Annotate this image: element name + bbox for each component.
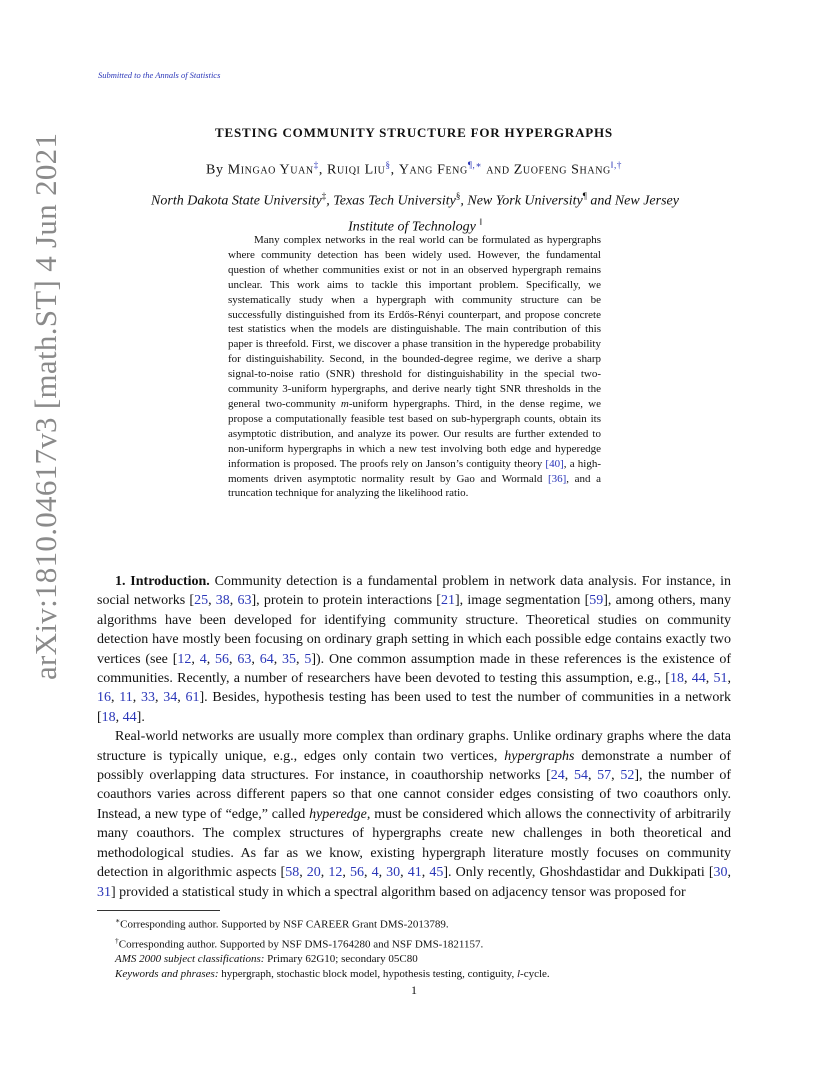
keywords-text: hypergraph, stochastic block model, hypothesis testing, contiguity, [218,968,517,981]
intro-paragraph-2 [97,727,731,902]
citation-link[interactable]: 4 [199,651,207,667]
citation-link[interactable]: 24 [550,768,565,784]
citation-link[interactable]: [36] [547,472,567,485]
intro-p1-body [97,574,731,725]
affil-njit-2: Institute of Technology [348,219,476,235]
body-text: ]. Besides, hypothesis testing has been used to test the number of communities in a network [ [97,690,732,725]
body-text: , must be considered which allows the connectivity of arbitrarily many coauthors. The complex structures of hypergraphs create new challenges in both theoretical and methodological studies. As far as we know, existing hypergraph literature mostly focuses on community detection in algorithmic aspects [ [97,806,731,881]
citation-link[interactable]: 4 [371,865,379,881]
body-text: ], the number of coauthors varies across different papers so that one cannot consider edges consisting of two coauthors only. Instead, a new type of “edge,” called [97,768,732,822]
submitted-note[interactable]: Submitted to the Annals of Statistics [98,70,221,80]
citation-link[interactable]: 25 [194,593,209,609]
emphasis-term: hyperedge [309,806,367,822]
body-text: , [206,651,216,667]
affil-njit-mark: ‖ [479,216,482,227]
introduction-section [97,572,731,902]
affil-and: and [590,193,612,209]
citation-link[interactable]: [40] [545,457,564,470]
intro-paragraph-1 [97,572,731,727]
author-shang-mark[interactable]: ‖,† [610,160,622,170]
emphasis-term: hypergraphs [504,748,575,764]
citation-link[interactable]: 56 [215,651,230,667]
author-yuan: Mingao Yuan [227,162,314,178]
citation-link[interactable]: 20 [306,865,321,881]
body-text: , [421,865,430,881]
body-text: , [611,768,621,784]
citation-link[interactable]: 12 [177,651,192,667]
citation-link[interactable]: 35 [282,651,297,667]
body-text: , [177,690,186,706]
body-text: ]). One common assumption made in these references is the existence of communities. Recently, a number of researchers have been devoted to testing this assumption, e.g., [ [97,651,732,687]
citation-link[interactable]: 12 [328,865,343,881]
section-heading: 1. Introduction. [115,574,210,589]
ams-text: Primary 62G10; secondary 05C80 [264,953,418,966]
citation-link[interactable]: 31 [97,884,111,900]
citation-link[interactable]: 63 [237,593,252,609]
citation-link[interactable]: 5 [304,651,312,667]
body-text: , [251,651,260,667]
body-text: , [154,690,164,706]
affil-njit-1: New Jersey [614,193,679,209]
body-text: , [683,671,692,687]
body-text: , [378,865,387,881]
intro-p2-body [97,729,731,899]
abstract-text-2: -uniform hypergraphs. Third, in the dense regime, we propose a computationally feasible test based on sub-hypergraph counts, obtain its asymptotic distribution, and analyze its power. Our results are further extended to non-uniform hypergraphs in which a new test involving both edge and hyperedge information is proposed. The proofs rely on Janson’s contiguity theory [228,397,602,470]
body-text: , [229,651,238,667]
body-text: , [587,768,598,784]
body-text: , [229,593,238,609]
abstract-text-4: , and a truncation technique for analyzing the likelihood ratio. [228,472,601,500]
citation-link[interactable]: 63 [237,651,252,667]
body-text: ] provided a statistical study in which a spectral algorithm based on adjacency tensor was proposed for [111,884,686,900]
citation-link[interactable]: 34 [163,690,178,706]
citation-link[interactable]: 56 [349,865,364,881]
citation-link[interactable]: 18 [101,709,116,725]
citation-link[interactable]: 61 [185,690,200,706]
abstract-m: m [340,397,349,410]
abstract-text-3: , a high-moments driven asymptotic normality result by Gao and Wormald [228,457,601,485]
body-text: , [342,865,350,881]
author-feng-mark[interactable]: ¶,∗ [467,160,483,170]
citation-link[interactable]: 11 [119,690,133,706]
citation-link[interactable]: 52 [620,768,635,784]
body-text: , [273,651,283,667]
body-text: , [111,690,120,706]
author-liu: Ruiqi Liu [327,162,386,178]
keywords-l: l [516,968,521,981]
body-text: , [296,651,305,667]
citation-link[interactable]: 51 [713,671,728,687]
citation-link[interactable]: 64 [259,651,274,667]
footnote-1-mark: ∗ [115,916,121,925]
citation-link[interactable]: 54 [573,768,588,784]
citation-link[interactable]: 44 [122,709,137,725]
author-liu-mark[interactable]: § [385,160,391,170]
by-label: By [206,162,224,178]
author-yuan-mark[interactable]: ‡ [313,160,319,170]
body-text: , [564,768,574,784]
footnote-1 [97,913,731,933]
author-line: By Mingao Yuan‡, Ruiqi Liu§, Yang Feng¶,∗ and Zuofeng Shang‖,† [206,160,622,178]
author-feng: Yang Feng [398,162,468,178]
citation-link[interactable]: 45 [429,865,444,881]
citation-link[interactable]: 57 [597,768,612,784]
citation-link[interactable]: 44 [691,671,706,687]
citation-link[interactable]: 38 [215,593,230,609]
body-text: , [400,865,408,881]
body-text: , [705,671,714,687]
footnotes [97,913,731,982]
abstract-text-1: Many complex networks in the real world can be formulated as hypergraphs where community detection has been widely used. However, the fundamental question of whether communities exist or not in an observed hypergraph remains unclear. This work aims to tackle this important problem. Specifically, we systematically study when a hypergraph with community structure can be successfully distinguished from its Erdős-Rényi counterpart, and propose concrete test statistics when the models are distinguishable. The main contribution of this paper is threefold. First, we discover a phase transition in the hyperedge probability for distinguishability. Second, in the bounded-degree regime, we derive a sharp signal-to-noise ratio (SNR) threshold for distinguishability in the special two-community 3-uniform hypergraphs, and derive nearly tight SNR thresholds in the general two-community [228,234,601,410]
citation-link[interactable]: 58 [285,865,300,881]
arxiv-stamp: arXiv:1810.04617v3 [math.ST] 4 Jun 2021 [28,132,63,680]
page-number: 1 [411,983,417,997]
affil-ndsu-mark: ‡ [321,191,327,201]
body-text: , [299,865,307,881]
keywords [97,967,731,982]
keywords-label: Keywords and phrases: [115,968,219,981]
affiliations: North Dakota State University‡, Texas Tech University§, New York University¶ and New Jersey Institute of Technology ‖ [151,191,679,235]
body-text: , [191,651,200,667]
citation-link[interactable]: 30 [386,865,401,881]
citation-link[interactable]: 59 [589,593,604,609]
affil-nyu-mark: ¶ [582,191,587,201]
body-text: Real-world networks are usually more complex than ordinary graphs. Unlike ordinary graphs where the data structure is typically unique, e.g., edges only contain two vertices, [97,729,731,764]
footnote-rule [97,910,220,911]
footnote-2 [97,933,731,953]
body-text: , [363,865,372,881]
body-text: Community detection is a fundamental problem in network data analysis. For instance, in social networks [ [97,574,732,609]
citation-link[interactable]: 18 [669,671,684,687]
footnote-1-text: Corresponding author. Supported by NSF CAREER Grant DMS-2013789. [120,918,449,931]
body-text: ], image segmentation [ [454,593,590,609]
ams-classification [97,952,731,967]
footnote-2-mark: † [115,935,119,945]
body-text: , [208,593,216,609]
citation-link[interactable]: 41 [407,865,422,881]
body-text: , [115,709,123,725]
keywords-end: -cycle. [520,968,550,981]
paper-title: TESTING COMMUNITY STRUCTURE FOR HYPERGRAPHS [215,125,613,140]
body-text: , [727,865,731,881]
abstract [228,233,601,501]
affil-nyu: New York University [467,193,583,209]
citation-link[interactable]: 33 [140,690,155,706]
body-text: , [727,671,732,687]
body-text: demonstrate a number of possibly overlapping data structures. For instance, in coauthorship networks [ [97,748,732,784]
body-text: ]. [136,709,145,725]
affil-ndsu: North Dakota State University [151,193,322,209]
author-shang: Zuofeng Shang [513,162,611,178]
citation-link[interactable]: 16 [97,690,111,706]
body-text: ]. Only recently, Ghoshdastidar and Dukkipati [ [443,865,714,881]
citation-link[interactable]: 30 [713,865,728,881]
affil-ttu-mark: § [455,191,461,201]
citation-link[interactable]: 21 [440,593,455,609]
body-text: ], protein to protein interactions [ [251,593,441,609]
ams-label: AMS 2000 subject classifications: [115,953,265,966]
and-label: and [486,162,510,178]
affil-ttu: Texas Tech University [333,193,456,209]
body-text: , [320,865,329,881]
footnote-2-text: Corresponding author. Supported by NSF DMS-1764280 and NSF DMS-1821157. [118,938,484,951]
body-text: ], among others, many algorithms have been developed for identifying community structure. Theoretical studies on community detection have mostly been focusing on ordinary graph setting in which each possible edge contains exactly two vertices (see [ [97,593,731,667]
body-text: , [132,690,141,706]
